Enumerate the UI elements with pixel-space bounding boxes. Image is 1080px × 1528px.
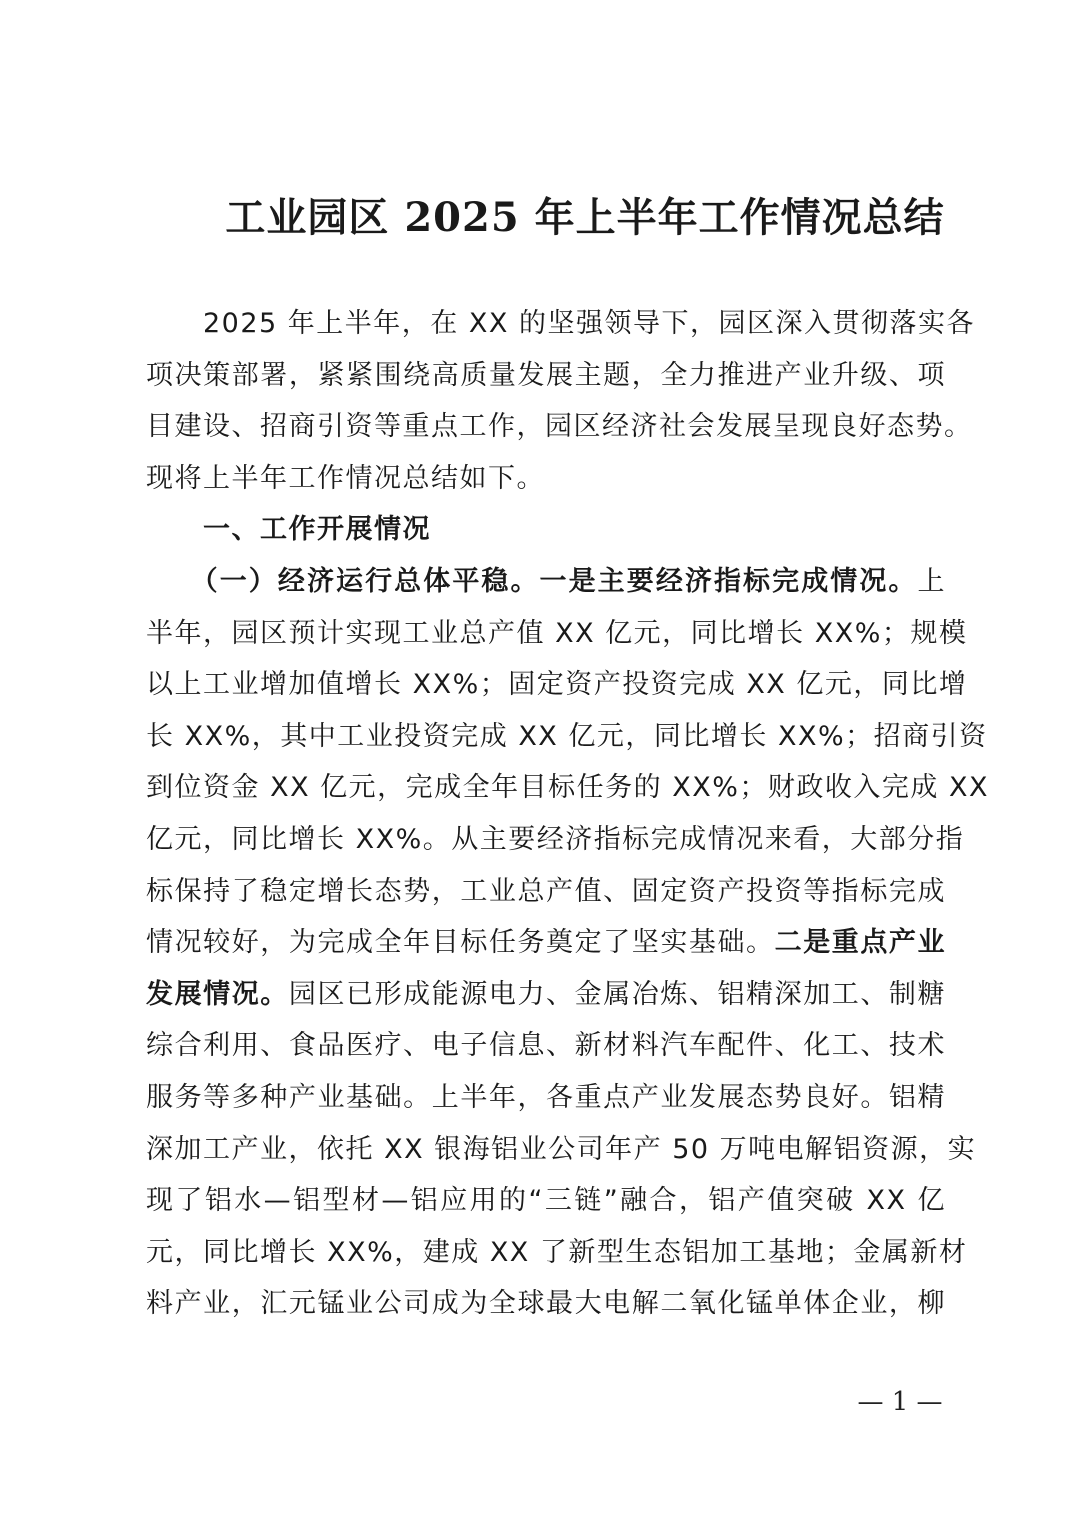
paragraph-line [146, 556, 946, 608]
paragraph-line: 目建设、招商引资等重点工作，园区经济社会发展呈现良好态势。 [146, 411, 973, 443]
paragraph-line: 标保持了稳定增长态势，工业总产值、固定资产投资等指标完成 [146, 875, 946, 907]
paragraph-line: 2025 年上半年，在 XX 的坚强领导下，园区深入贯彻落实各 [146, 308, 975, 339]
paragraph-line: 现将上半年工作情况总结如下。 [146, 462, 545, 494]
paragraph-line: 半年，园区预计实现工业总产值 XX 亿元，同比增长 XX%；规模 [146, 617, 968, 649]
paragraph-line: 料产业，汇元锰业公司成为全球最大电解二氧化锰单体企业，柳 [146, 1288, 946, 1320]
paragraph-line: 长 XX%，其中工业投资完成 XX 亿元，同比增长 XX%；招商引资 [146, 720, 988, 752]
page-number: — 1 — [857, 1387, 943, 1417]
document-title: 工业园区 2025 年上半年工作情况总结 [225, 194, 945, 241]
paragraph-line: 现了铝水—铝型材—铝应用的“三链”融合，铝产值突破 XX 亿 [146, 1185, 946, 1217]
paragraph-line: 到位资金 XX 亿元，完成全年目标任务的 XX%；财政收入完成 XX [146, 772, 989, 804]
inline-text: 园区已形成能源电力、金属冶炼、铝精深加工、制糖 [288, 978, 947, 1010]
paragraph-line: 亿元，同比增长 XX%。从主要经济指标完成情况来看，大部分指 [146, 823, 965, 855]
paragraph-line: 元，同比增长 XX%，建成 XX 了新型生态铝加工基地；金属新材 [146, 1236, 968, 1268]
inline-text: 上 [917, 565, 946, 597]
paragraph-line [146, 969, 946, 1021]
subsection-heading: （一）经济运行总体平稳。一是主要经济指标完成情况。 [146, 565, 918, 597]
inline-bold-heading: 二是重点产业 [774, 927, 947, 959]
paragraph-line [146, 917, 946, 969]
document-body [146, 298, 989, 1330]
inline-bold-heading: 发展情况。 [146, 978, 289, 1010]
section-heading: 一、工作开展情况 [146, 514, 431, 546]
inline-text: 情况较好，为完成全年目标任务奠定了坚实基础。 [146, 927, 775, 959]
paragraph-line: 综合利用、食品医疗、电子信息、新材料汽车配件、化工、技术 [146, 1030, 946, 1062]
paragraph-line: 项决策部署，紧紧围绕高质量发展主题，全力推进产业升级、项 [146, 359, 946, 391]
paragraph-line: 服务等多种产业基础。上半年，各重点产业发展态势良好。铝精 [146, 1081, 946, 1113]
paragraph-line: 以上工业增加值增长 XX%；固定资产投资完成 XX 亿元，同比增 [146, 669, 968, 701]
paragraph-line: 深加工产业，依托 XX 银海铝业公司年产 50 万吨电解铝资源，实 [146, 1133, 977, 1165]
